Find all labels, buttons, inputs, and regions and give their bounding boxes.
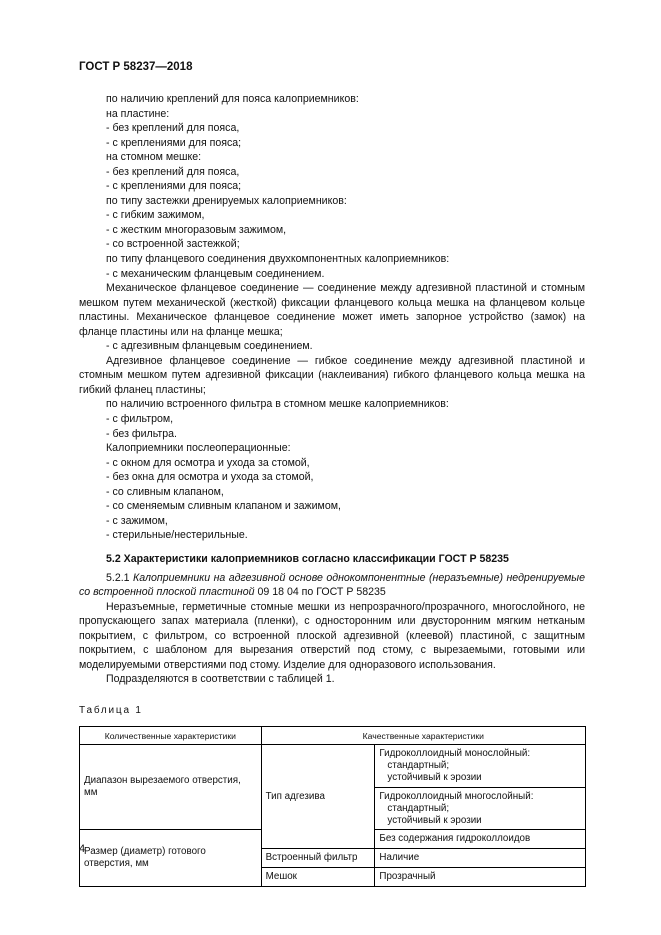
multi-standard: стандартный; — [387, 802, 450, 814]
text-line: по наличию креплений для пояса калоприемников: — [106, 93, 359, 105]
text-line: - с зажимом, — [106, 514, 168, 527]
text-line: по типу фланцевого соединения двухкомпонентных калоприемников: — [106, 253, 450, 266]
table-row — [80, 745, 586, 788]
subsection-number: 5.2.1 — [106, 571, 130, 584]
mono-standard: стандартный; — [387, 760, 450, 772]
subsection-heading — [79, 571, 585, 600]
subsection-title: Калоприемники на адгезивной основе однокомпонентные (неразъемные) недренируемые со встроенной плоской пластиной — [79, 571, 585, 599]
text-line: - с жестким многоразовым зажимом, — [106, 223, 287, 236]
text-line: по типу застежки дренируемых калоприемников: — [106, 194, 347, 207]
text-line: - с механическим фланцевым соединением. — [106, 267, 325, 280]
text-line: - с окном для осмотра и ухода за стомой, — [106, 456, 310, 469]
section-heading: 5.2 Характеристики калоприемников согласно классификации ГОСТ Р 58235 — [106, 552, 509, 565]
text-line: - со сменяемым сливным клапаном и зажимом, — [106, 500, 341, 513]
multi-erosion: устойчивый к эрозии — [387, 814, 482, 826]
document-id: ГОСТ Р 58237—2018 — [79, 61, 193, 73]
cell-filter-label: Встроенный фильтр — [261, 849, 375, 868]
text-line: по наличию встроенного фильтра в стомном мешке калоприемников: — [106, 398, 449, 411]
text-line: - без креплений для пояса, — [106, 165, 240, 178]
cell-bag-value: Прозрачный — [375, 868, 586, 887]
cell-adhesive-type: Тип адгезива — [261, 745, 375, 849]
text-line: - с креплениями для пояса; — [106, 136, 242, 149]
table-caption: Таблица 1 — [79, 704, 143, 716]
table-header-row — [80, 727, 586, 745]
paragraph-description: Неразъемные, герметичные стомные мешки из непрозрачного/прозрачного, многослойного, не пропускающего запах материала (пленки), с односторонним или двусторонним мягким нетканым покрытием, с фильтром, со встроенной плоской адгезивной (клеевой) пластиной, с защитным покрытием, с шаблоном для вырезания отверстий под стому, с вырезаемыми, готовыми или моделируемыми отверстиями под стому. Изделие для одноразового использования. — [79, 600, 585, 671]
subsection-ref: 09 18 04 по ГОСТ Р 58235 — [254, 586, 386, 599]
text-line: - со встроенной застежкой; — [106, 238, 240, 251]
text-line: - с креплениями для пояса; — [106, 180, 242, 193]
cell-cut-range: Диапазон вырезаемого отверстия, мм — [80, 745, 262, 830]
cell-bag-label: Мешок — [261, 868, 375, 887]
characteristics-table — [79, 726, 586, 887]
text-line: - с гибким зажимом, — [106, 209, 205, 222]
cell-hole-size: Размер (диаметр) готового отверстия, мм — [80, 830, 262, 887]
text-line: - без окна для осмотра и ухода за стомой, — [106, 471, 314, 484]
paragraph-subdivision: Подразделяются в соответствии с таблицей 1. — [106, 673, 335, 686]
body-text — [79, 92, 585, 887]
cell-mono-layer — [375, 745, 586, 788]
text-line: - со сливным клапаном, — [106, 485, 224, 498]
mono-erosion: устойчивый к эрозии — [387, 772, 482, 784]
text-line: - с фильтром, — [106, 413, 174, 426]
text-line: - без креплений для пояса, — [106, 122, 240, 135]
cell-no-hydrocolloid: Без содержания гидроколлоидов — [375, 830, 586, 849]
cell-filter-value: Наличие — [375, 849, 586, 868]
text-line: - без фильтра. — [106, 427, 177, 440]
page-number: 4 — [79, 843, 86, 855]
text-line: на стомном мешке: — [106, 151, 202, 164]
text-line: - с адгезивным фланцевым соединением. — [106, 340, 313, 353]
header-quantitative: Количественные характеристики — [80, 727, 262, 745]
header-qualitative: Качественные характеристики — [261, 727, 585, 745]
text-line: - стерильные/нестерильные. — [106, 529, 248, 542]
text-line: на пластине: — [106, 107, 170, 120]
text-line: Калоприемники послеоперационные: — [106, 442, 291, 455]
mono-title: Гидроколлоидный монослойный: — [379, 748, 531, 760]
multi-title: Гидроколлоидный многослойный: — [379, 790, 534, 802]
paragraph-adhesive-flange: Адгезивное фланцевое соединение — гибкое соединение между адгезивной пластиной и стомным мешком путем адгезивной фиксации (наклеивания) гибкого фланцевого кольца мешка на гибкий фланец пластины; — [79, 354, 585, 396]
paragraph-mechanical-flange: Механическое фланцевое соединение — соединение между адгезивной пластиной и стомным мешком путем механической (жесткой) фиксации фланцевого кольца мешка на фланцевом кольце пластины. Механическое фланцевое соединение может иметь запорное устройство (замок) на фланце пластины или на фланце мешка; — [79, 282, 585, 338]
cell-multi-layer — [375, 787, 586, 830]
